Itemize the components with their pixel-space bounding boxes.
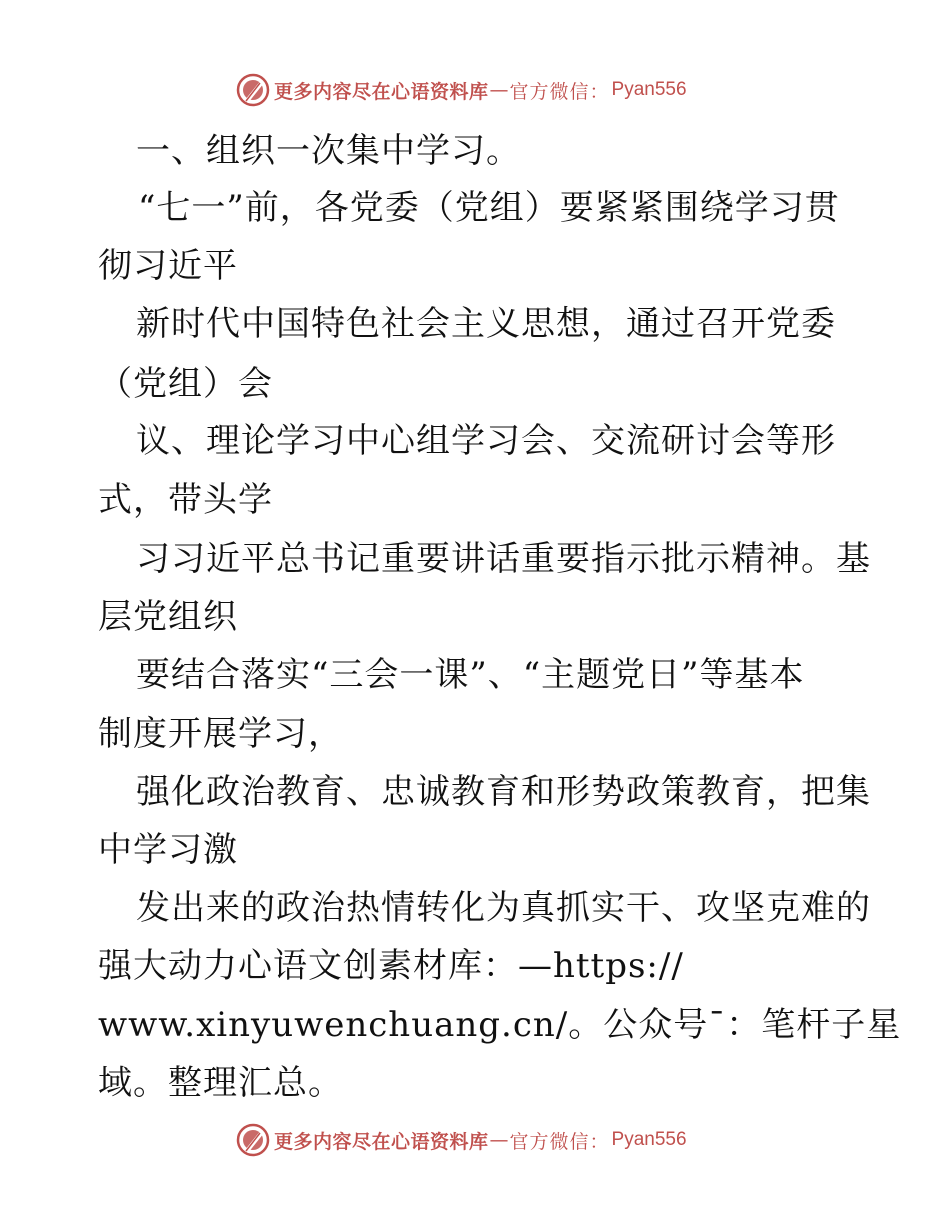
pen-logo-icon: [236, 73, 270, 107]
doc-line: 中学习激: [98, 830, 238, 870]
banner-wechat-id: Pyan556: [611, 79, 687, 100]
doc-line: 制度开展学习，: [98, 714, 343, 754]
doc-line: （党组）会: [98, 364, 273, 404]
doc-line: 强大动力心语文创素材库：—https://: [98, 946, 684, 986]
doc-line: 发出来的政治热情转化为真抓实干、攻坚克难的: [136, 888, 871, 928]
banner-official-label: 官方微信：: [509, 80, 610, 103]
banner-wechat-id: Pyan556: [611, 1129, 687, 1150]
doc-line: 彻习近平: [98, 246, 238, 286]
doc-line: www.xinyuwenchuang.cn/。公众号¯：笔杆子星: [98, 1005, 902, 1045]
banner-dash: —: [489, 79, 509, 101]
doc-line: 式，带头学: [98, 480, 273, 520]
pen-logo-icon: [236, 1123, 270, 1157]
doc-line: 强化政治教育、忠诚教育和形势政策教育，把集: [136, 772, 871, 812]
doc-line: 新时代中国特色社会主义思想，通过召开党委: [136, 304, 836, 344]
header-banner: [236, 72, 687, 108]
doc-line-heading: 一、组织一次集中学习。: [136, 131, 521, 171]
doc-line: 议、理论学习中心组学习会、交流研讨会等形: [136, 421, 836, 461]
banner-dash: —: [489, 1129, 509, 1151]
doc-line: 要结合落实“三会一课”、“主题党日”等基本: [136, 655, 805, 695]
doc-line: “七一”前，各党委（党组）要紧紧围绕学习贯: [138, 188, 840, 228]
banner-brand-text: 更多内容尽在心语资料库: [274, 1130, 489, 1153]
doc-line: 习习近平总书记重要讲话重要指示批示精神。基: [136, 539, 871, 579]
banner-brand-text: 更多内容尽在心语资料库: [274, 80, 489, 103]
banner-official-label: 官方微信：: [509, 1130, 610, 1153]
doc-line: 域。整理汇总。: [98, 1063, 343, 1103]
doc-line: 层党组织: [98, 597, 238, 637]
footer-banner: [236, 1122, 687, 1158]
